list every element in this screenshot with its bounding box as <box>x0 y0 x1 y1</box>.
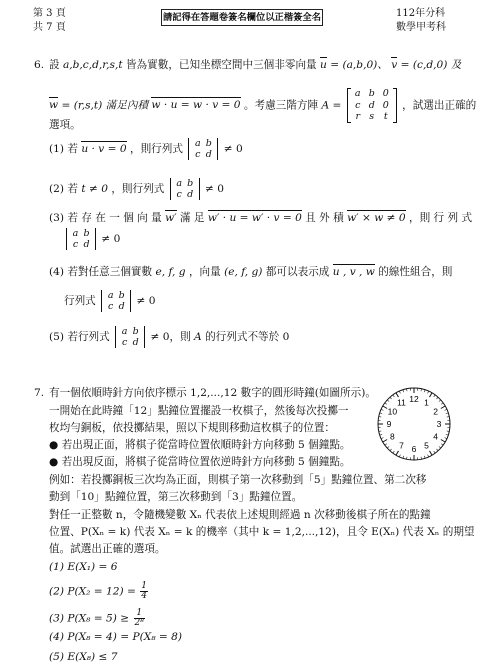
clock-tick <box>441 403 443 404</box>
q7-opt3-lhs: (3) P(X₈ = 5) ≥ <box>49 612 130 625</box>
clock-number: 3 <box>436 419 442 429</box>
q7-option-3 <box>49 609 146 628</box>
q7-example-line1: 例如：若投擲銅板三次均為正面，則棋子第一次移動到「5」點鐘位置、第二次移 <box>49 474 427 486</box>
clock-tick <box>446 434 448 435</box>
q7-opt2-fraction: $\frac{1}{4}$ <box>141 581 148 601</box>
signature-reminder-banner: 請記得在答題卷簽名欄位以正楷簽全名 <box>161 9 323 26</box>
clock-number: 10 <box>387 406 398 417</box>
q6-dot-products: w · u = w · v = 0 <box>151 99 241 112</box>
page-number: 第 3 頁 <box>33 8 66 19</box>
clock-tick <box>380 434 382 435</box>
determinant-ab-cd: a b c d <box>188 138 218 160</box>
q7-example-line2: 動到「10」點鐘位置，第三次移動到「3」點鐘位置。 <box>49 491 303 503</box>
q6-stem-line3: 選項。 <box>49 119 81 131</box>
q6-opt4-ineq: ≠ 0 <box>136 295 156 307</box>
q7-stem-line3: 枚均勻銅板，依投擲結果，照以下規則移動這枚棋子的位置： <box>49 422 336 434</box>
q6-eq-v: = (c,d,0) 及 <box>400 59 462 71</box>
clock-tick <box>428 391 429 393</box>
clock-tick <box>385 444 387 445</box>
q6-opt4-vector: (e, f, g) <box>224 266 263 278</box>
q6-option-3 <box>49 211 472 225</box>
clock-tick <box>430 451 433 455</box>
q7-number: 7. <box>34 387 45 399</box>
q7-option-2 <box>49 582 149 601</box>
clock-tick <box>436 397 438 399</box>
q6-stem-2a: = (r,s,t) 滿足內積 <box>61 99 149 112</box>
q6-opt3-cross-label: 且 外 積 <box>305 212 344 224</box>
determinant-ab-cd: a b c d <box>66 228 96 250</box>
clock-tick <box>446 413 448 414</box>
clock-number: 5 <box>424 440 429 451</box>
clock-tick <box>403 390 404 392</box>
q6-stem-line2 <box>49 88 476 123</box>
q7-definition-line1: 對任一正整數 n，令隨機變數 Xₙ 代表依上述規則經過 n 次移動後棋子所在的點鐘 <box>49 509 431 521</box>
clock-tick <box>424 456 425 458</box>
vector-w: w <box>49 99 59 112</box>
q6-opt1-cond: u · v = 0 <box>81 143 127 155</box>
clock-tick <box>390 449 392 451</box>
clock-tick <box>424 390 425 392</box>
q6-opt2-prefix: (2) 若 <box>49 183 78 195</box>
q6-opt5-matrix-name: A <box>194 331 202 343</box>
clock-tick <box>445 438 447 439</box>
q7-option-1: (1) E(X₁) = 6 <box>49 561 118 573</box>
q6-opt4-det-label: 行列式 <box>64 295 96 307</box>
clock-tick <box>428 455 429 457</box>
clock-number: 4 <box>433 431 439 442</box>
clock-tick <box>396 451 399 455</box>
clock-tick <box>380 413 382 414</box>
q7-stem-line1: 有一個依順時針方向依序標示 1,2,...,12 數字的圓形時鐘(如圖所示)。 <box>49 387 377 399</box>
q6-opt3-prefix: (3) 若 存 在 一 個 向 量 <box>49 212 162 224</box>
q6-opt3-dot-cond: w′ · u = w′ · v = 0 <box>207 212 302 224</box>
q6-option-4 <box>49 265 452 279</box>
clock-tick <box>441 444 443 445</box>
vector-w-prime: w′ <box>165 212 177 224</box>
clock-number: 6 <box>411 444 417 454</box>
clock-tick <box>439 400 441 402</box>
q6-opt3-satisfy: 滿 足 <box>179 212 205 224</box>
q6-opt3-cross-cond: w′ × w ≠ 0 <box>347 212 406 224</box>
matrix-a: a b 0 c d 0 r s t <box>347 88 397 123</box>
clock-number: 1 <box>424 397 429 408</box>
q6-opt4-vector-label: ，向量 <box>188 266 221 278</box>
total-pages: 共 7 頁 <box>33 22 66 33</box>
q6-stem-1a: 設 <box>49 59 60 71</box>
q6-opt1-mid: ，則行列式 <box>129 143 183 155</box>
determinant-ab-cd: a b c d <box>101 290 131 312</box>
clock-tick <box>381 409 383 410</box>
clock-number: 9 <box>386 419 392 429</box>
determinant-ab-cd: a b c d <box>170 178 200 200</box>
q7-opt3-fraction: $\frac{1}{\text{2⁸}}$ <box>134 608 144 628</box>
clock-tick <box>383 440 387 443</box>
clock-tick <box>393 451 394 453</box>
q6-opt5-conclusion: 的行列式不等於 0 <box>205 331 290 343</box>
q6-stem-1c: 皆為實數，已知坐標空間中三個非零向量 <box>125 59 317 71</box>
clock-number: 8 <box>389 431 395 442</box>
q6-opt2-cond: t ≠ 0 <box>81 183 108 195</box>
exam-year: 112年分科 <box>396 8 446 19</box>
q6-stem-2c: ，試選出正確的 <box>402 99 477 112</box>
clock-number: 7 <box>399 440 404 451</box>
clock-tick <box>434 451 435 453</box>
q6-opt4-basis: u , v , w <box>332 266 375 278</box>
q6-matrix-label: A = <box>321 99 342 112</box>
q7-opt2-lhs: (2) P(X₂ = 12) = <box>49 585 136 598</box>
clock-tick <box>430 393 433 397</box>
clock-tick <box>434 395 435 397</box>
clock-tick <box>390 397 392 399</box>
q6-option-4-det <box>64 290 156 312</box>
exam-subject: 數學甲考科 <box>396 22 446 33</box>
clock-tick <box>436 449 438 451</box>
clock-tick <box>387 446 389 448</box>
vector-v: v <box>391 59 398 71</box>
q7-option-5: (5) E(X₈) ≤ 7 <box>49 651 118 663</box>
clock-number: 11 <box>397 397 406 408</box>
clock-tick <box>383 406 387 409</box>
q6-opt2-mid: ，則行列式 <box>111 183 165 195</box>
clock-tick <box>399 455 400 457</box>
clock-number: 12 <box>409 394 419 404</box>
clock-tick <box>403 456 404 458</box>
q6-opt3-ineq: ≠ 0 <box>101 233 121 245</box>
q7-definition-line2: 位置、P(Xₙ = k) 代表 Xₙ = k 的機率（其中 k = 1,2,...,12)，且令 E(Xₙ) 代表 Xₙ 的期望 <box>49 526 475 538</box>
clock-number: 2 <box>433 406 439 417</box>
determinant-ab-cd: a b c d <box>115 326 145 348</box>
clock-tick <box>445 409 447 410</box>
clock-tick <box>385 403 387 404</box>
q6-opt4-expressible: 都可以表示成 <box>265 266 330 278</box>
q6-opt3-then: ，則 行 列 式 <box>409 212 473 224</box>
q6-number: 6. <box>34 59 45 71</box>
q7-option-4: (4) P(X₈ = 4) = P(X₈ = 8) <box>49 631 183 643</box>
q6-opt4-vars: e, f, g <box>155 266 186 278</box>
clock-tick <box>441 440 445 443</box>
q6-opt5-prefix: (5) 若行列式 <box>49 331 110 343</box>
q6-stem-line1 <box>49 58 461 72</box>
q6-option-5 <box>49 326 289 348</box>
q6-opt4-prefix: (4) 若對任意三個實數 <box>49 266 153 278</box>
q7-definition-line3: 值。試選出正確的選項。 <box>49 543 166 555</box>
clock-tick <box>387 400 389 402</box>
vector-u: u <box>320 59 327 71</box>
clock-tick <box>439 446 441 448</box>
q6-stem-vars: a,b,c,d,r,s,t <box>62 59 123 71</box>
q7-stem-line2: 一開始在此時鐘「12」點鐘位置擺設一枚棋子，然後每次投擲一 <box>49 405 349 417</box>
q6-opt1-prefix: (1) 若 <box>49 143 78 155</box>
clock-tick <box>441 406 445 409</box>
clock-diagram <box>376 386 452 462</box>
q7-rule-tails: ● 若出現反面，將棋子從當時位置依逆時針方向移動 5 個鐘點。 <box>49 456 351 468</box>
q6-option-2 <box>49 178 224 200</box>
q6-opt4-then: 的線性組合，則 <box>378 266 453 278</box>
clock-tick <box>393 395 394 397</box>
q6-opt2-ineq: ≠ 0 <box>205 183 225 195</box>
clock-tick <box>399 391 400 393</box>
q6-eq-u: = (a,b,0)、 <box>330 59 388 71</box>
q6-option-3-det <box>64 228 120 250</box>
clock-tick <box>381 438 383 439</box>
q6-option-1 <box>49 138 243 160</box>
q6-stem-2b: 。考慮三階方陣 <box>243 99 319 112</box>
q7-rule-heads: ● 若出現正面，將棋子從當時位置依順時針方向移動 5 個鐘點。 <box>49 439 351 451</box>
q6-opt1-ineq: ≠ 0 <box>223 143 243 155</box>
q6-opt5-cond: ≠ 0，則 <box>150 331 191 343</box>
